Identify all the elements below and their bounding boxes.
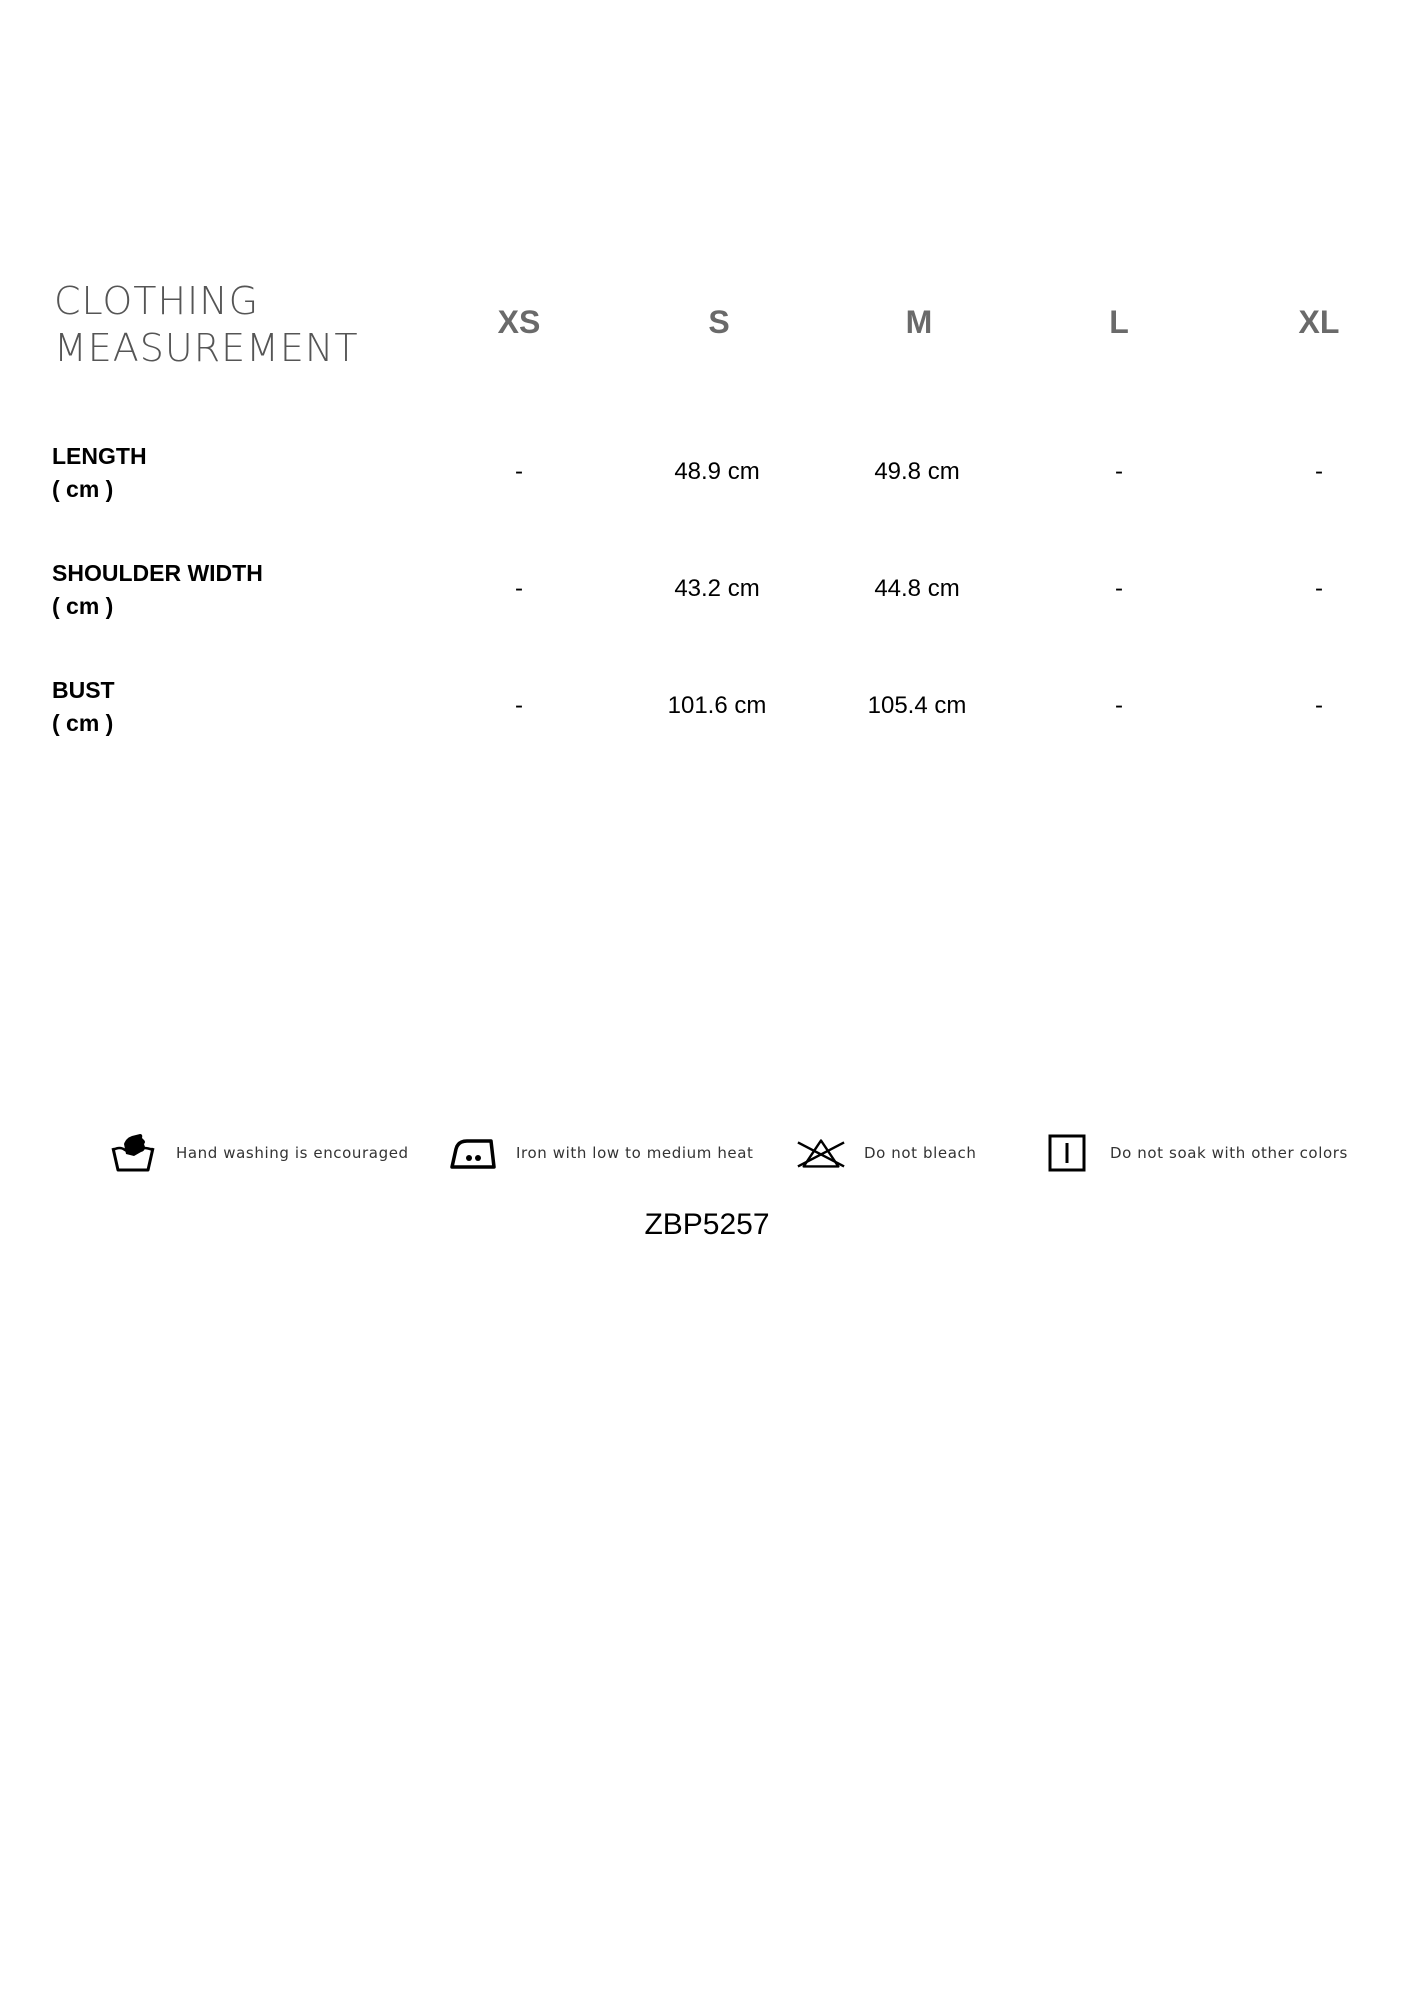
- table-cell: -: [1115, 458, 1123, 485]
- care-item-no-bleach: [796, 1128, 977, 1178]
- care-item-hand-wash: [108, 1128, 409, 1178]
- table-cell: -: [1315, 692, 1323, 719]
- table-cell: 101.6 cm: [667, 692, 767, 719]
- table-cell: 44.8 cm: [874, 575, 960, 602]
- size-header-xs: XS: [497, 304, 541, 340]
- page-title: [54, 278, 359, 372]
- size-header-m: M: [905, 304, 933, 340]
- row-label-text: BUST: [52, 677, 115, 703]
- iron-icon: [448, 1128, 498, 1178]
- row-label-shoulder-width: [52, 557, 263, 623]
- row-unit-text: ( cm ): [52, 593, 114, 619]
- table-cell: 43.2 cm: [674, 575, 760, 602]
- row-unit-text: ( cm ): [52, 476, 114, 502]
- table-cell: 49.8 cm: [874, 458, 960, 485]
- no-soak-icon: [1042, 1128, 1092, 1178]
- size-header-l: L: [1109, 304, 1129, 340]
- table-cell: 105.4 cm: [867, 692, 967, 719]
- care-item-iron: [448, 1128, 754, 1178]
- care-item-no-soak: [1042, 1128, 1348, 1178]
- row-label-text: LENGTH: [52, 443, 147, 469]
- care-text: Do not soak with other colors: [1110, 1144, 1348, 1162]
- table-cell: -: [515, 692, 523, 719]
- size-header-s: S: [708, 304, 730, 340]
- row-label-bust: [52, 674, 115, 740]
- table-cell: -: [515, 575, 523, 602]
- care-text: Do not bleach: [864, 1144, 977, 1162]
- row-unit-text: ( cm ): [52, 710, 114, 736]
- row-label-text: SHOULDER WIDTH: [52, 560, 263, 586]
- table-cell: -: [1115, 575, 1123, 602]
- care-text: Hand washing is encouraged: [176, 1144, 409, 1162]
- table-cell: -: [515, 458, 523, 485]
- hand-wash-icon: [108, 1128, 158, 1178]
- no-bleach-icon: [796, 1128, 846, 1178]
- product-code: ZBP5257: [644, 1208, 770, 1241]
- table-cell: 48.9 cm: [674, 458, 760, 485]
- title-line-1: CLOTHING: [54, 279, 260, 323]
- size-header-xl: XL: [1298, 304, 1340, 340]
- table-cell: -: [1315, 575, 1323, 602]
- table-cell: -: [1115, 692, 1123, 719]
- table-cell: -: [1315, 458, 1323, 485]
- care-text: Iron with low to medium heat: [516, 1144, 754, 1162]
- row-label-length: [52, 440, 147, 506]
- title-line-2: MEASUREMENT: [54, 326, 359, 370]
